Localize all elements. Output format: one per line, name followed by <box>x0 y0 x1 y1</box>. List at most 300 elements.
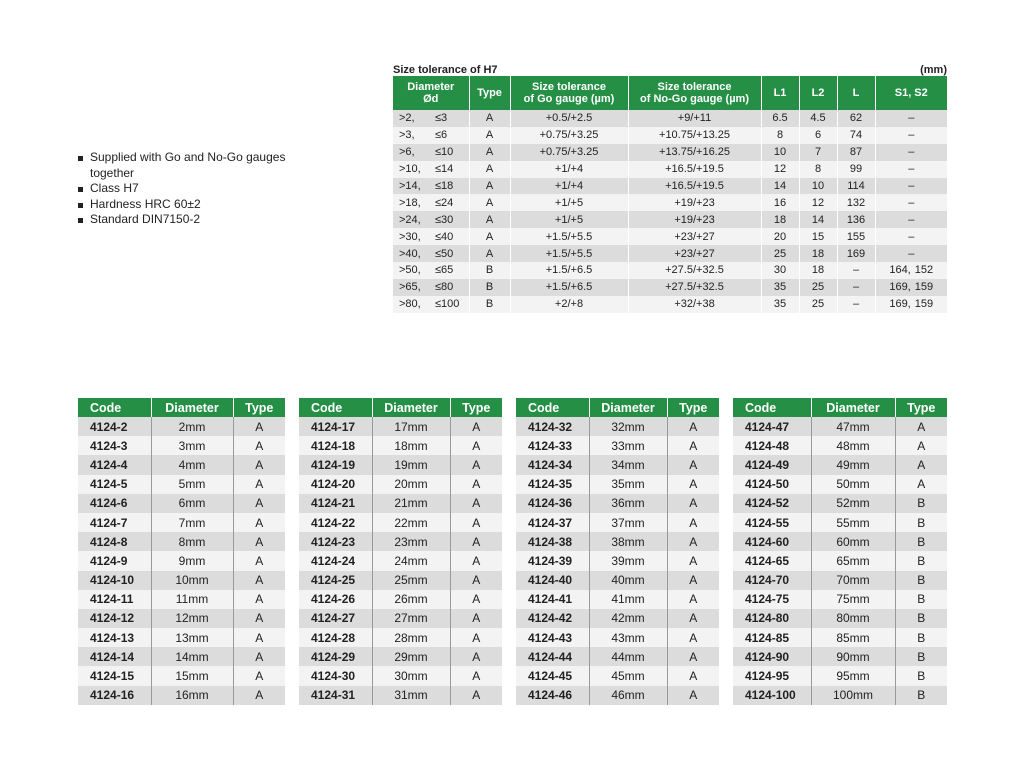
feature-item: Supplied with Go and No-Go gauges together <box>78 150 298 181</box>
diameter-cell: 5mm <box>151 475 233 494</box>
type-cell: A <box>450 647 502 666</box>
col-go-tolerance: Size tolerance of Go gauge (µm) <box>510 76 628 110</box>
code-row <box>733 571 947 590</box>
feature-item: Hardness HRC 60±2 <box>78 197 298 213</box>
diameter-cell: 28mm <box>372 628 450 647</box>
col-code: Code <box>78 398 151 417</box>
l1-cell: 16 <box>761 194 799 211</box>
go-tolerance-cell: +2/+8 <box>510 296 628 313</box>
features-list <box>78 150 298 228</box>
code-cell: 4124-100 <box>733 686 811 705</box>
diameter-cell: 6mm <box>151 494 233 513</box>
type-cell: A <box>233 436 285 455</box>
type-cell: A <box>667 590 719 609</box>
type-cell: A <box>469 228 510 245</box>
l-cell: 155 <box>837 228 875 245</box>
type-cell: B <box>895 609 947 628</box>
type-cell: A <box>469 245 510 262</box>
type-cell: B <box>895 628 947 647</box>
tolerance-row <box>393 228 947 245</box>
code-row <box>299 513 502 532</box>
s1-s2-cell: 169, 159 <box>875 296 947 313</box>
type-cell: B <box>895 551 947 570</box>
tolerance-row <box>393 110 947 127</box>
type-cell: A <box>450 494 502 513</box>
code-row <box>78 436 285 455</box>
code-cell: 4124-75 <box>733 590 811 609</box>
l2-cell: 18 <box>799 262 837 279</box>
type-cell: B <box>895 686 947 705</box>
go-tolerance-cell: +1/+4 <box>510 161 628 178</box>
type-cell: B <box>469 296 510 313</box>
type-cell: A <box>667 532 719 551</box>
col-type: Type <box>450 398 502 417</box>
code-cell: 4124-39 <box>516 551 589 570</box>
code-cell: 4124-25 <box>299 571 372 590</box>
s1-s2-cell: – <box>875 245 947 262</box>
diameter-range: >40, ≤50 <box>393 245 469 262</box>
go-tolerance-cell: +1/+5 <box>510 211 628 228</box>
code-cell: 4124-55 <box>733 513 811 532</box>
tolerance-row <box>393 296 947 313</box>
col-diameter: Diameter <box>372 398 450 417</box>
nogo-tolerance-cell: +23/+27 <box>628 228 761 245</box>
l1-cell: 30 <box>761 262 799 279</box>
col-diameter: Diameter <box>589 398 667 417</box>
l2-cell: 8 <box>799 161 837 178</box>
code-cell: 4124-22 <box>299 513 372 532</box>
l-cell: 74 <box>837 127 875 144</box>
code-cell: 4124-12 <box>78 609 151 628</box>
diameter-cell: 41mm <box>589 590 667 609</box>
type-cell: A <box>450 455 502 474</box>
code-row <box>299 494 502 513</box>
type-cell: A <box>233 513 285 532</box>
diameter-range: >50, ≤65 <box>393 262 469 279</box>
type-cell: A <box>667 551 719 570</box>
code-cell: 4124-2 <box>78 417 151 436</box>
type-cell: A <box>450 417 502 436</box>
code-row <box>78 513 285 532</box>
diameter-cell: 95mm <box>811 666 895 685</box>
nogo-tolerance-cell: +27.5/+32.5 <box>628 279 761 296</box>
diameter-cell: 37mm <box>589 513 667 532</box>
type-cell: A <box>450 513 502 532</box>
code-row <box>516 417 719 436</box>
code-cell: 4124-60 <box>733 532 811 551</box>
diameter-cell: 4mm <box>151 455 233 474</box>
l-cell: 62 <box>837 110 875 127</box>
type-cell: B <box>895 647 947 666</box>
diameter-cell: 70mm <box>811 571 895 590</box>
type-cell: A <box>895 417 947 436</box>
code-row <box>299 628 502 647</box>
diameter-cell: 60mm <box>811 532 895 551</box>
type-cell: A <box>450 666 502 685</box>
l2-cell: 6 <box>799 127 837 144</box>
code-row <box>299 647 502 666</box>
go-tolerance-cell: +0.5/+2.5 <box>510 110 628 127</box>
code-row <box>299 551 502 570</box>
tolerance-row <box>393 161 947 178</box>
type-cell: B <box>895 590 947 609</box>
diameter-cell: 18mm <box>372 436 450 455</box>
code-row <box>299 686 502 705</box>
code-row <box>516 590 719 609</box>
type-cell: B <box>895 532 947 551</box>
diameter-cell: 39mm <box>589 551 667 570</box>
l-cell: 87 <box>837 144 875 161</box>
code-row <box>78 494 285 513</box>
diameter-cell: 55mm <box>811 513 895 532</box>
diameter-cell: 65mm <box>811 551 895 570</box>
col-s1-s2: S1, S2 <box>875 76 947 110</box>
s1-s2-cell: – <box>875 228 947 245</box>
go-tolerance-cell: +1.5/+6.5 <box>510 262 628 279</box>
code-cell: 4124-13 <box>78 628 151 647</box>
type-cell: A <box>667 494 719 513</box>
code-cell: 4124-80 <box>733 609 811 628</box>
col-l2: L2 <box>799 76 837 110</box>
s1-s2-cell: – <box>875 110 947 127</box>
code-row <box>78 628 285 647</box>
nogo-tolerance-cell: +27.5/+32.5 <box>628 262 761 279</box>
type-cell: A <box>667 436 719 455</box>
go-tolerance-cell: +0.75/+3.25 <box>510 127 628 144</box>
code-cell: 4124-44 <box>516 647 589 666</box>
nogo-tolerance-cell: +19/+23 <box>628 194 761 211</box>
diameter-range: >10, ≤14 <box>393 161 469 178</box>
diameter-cell: 48mm <box>811 436 895 455</box>
type-cell: A <box>667 628 719 647</box>
code-cell: 4124-43 <box>516 628 589 647</box>
col-l: L <box>837 76 875 110</box>
l-cell: 136 <box>837 211 875 228</box>
type-cell: B <box>895 513 947 532</box>
code-cell: 4124-50 <box>733 475 811 494</box>
code-cell: 4124-34 <box>516 455 589 474</box>
s1-s2-cell: 164, 152 <box>875 262 947 279</box>
diameter-cell: 9mm <box>151 551 233 570</box>
type-cell: A <box>895 475 947 494</box>
code-cell: 4124-26 <box>299 590 372 609</box>
type-cell: A <box>233 494 285 513</box>
diameter-cell: 35mm <box>589 475 667 494</box>
code-table-2 <box>299 398 502 705</box>
nogo-tolerance-cell: +19/+23 <box>628 211 761 228</box>
code-row <box>516 455 719 474</box>
code-cell: 4124-65 <box>733 551 811 570</box>
diameter-cell: 47mm <box>811 417 895 436</box>
code-row <box>516 513 719 532</box>
code-cell: 4124-3 <box>78 436 151 455</box>
type-cell: A <box>450 686 502 705</box>
code-row <box>516 436 719 455</box>
code-row <box>78 686 285 705</box>
l2-cell: 10 <box>799 178 837 195</box>
tolerance-header-row <box>393 60 947 76</box>
code-cell: 4124-35 <box>516 475 589 494</box>
diameter-range: >24, ≤30 <box>393 211 469 228</box>
nogo-tolerance-cell: +32/+38 <box>628 296 761 313</box>
col-code: Code <box>516 398 589 417</box>
diameter-cell: 50mm <box>811 475 895 494</box>
s1-s2-cell: – <box>875 194 947 211</box>
code-row <box>516 686 719 705</box>
diameter-cell: 29mm <box>372 647 450 666</box>
code-cell: 4124-85 <box>733 628 811 647</box>
type-cell: A <box>233 590 285 609</box>
tolerance-row <box>393 178 947 195</box>
tolerance-unit: (mm) <box>920 64 947 76</box>
code-cell: 4124-31 <box>299 686 372 705</box>
code-cell: 4124-10 <box>78 571 151 590</box>
type-cell: A <box>895 436 947 455</box>
type-cell: A <box>450 532 502 551</box>
diameter-cell: 15mm <box>151 666 233 685</box>
diameter-cell: 90mm <box>811 647 895 666</box>
l1-cell: 35 <box>761 279 799 296</box>
diameter-cell: 30mm <box>372 666 450 685</box>
l-cell: 114 <box>837 178 875 195</box>
diameter-cell: 32mm <box>589 417 667 436</box>
code-row <box>733 609 947 628</box>
diameter-range: >6, ≤10 <box>393 144 469 161</box>
type-cell: A <box>233 475 285 494</box>
type-cell: A <box>667 475 719 494</box>
code-cell: 4124-16 <box>78 686 151 705</box>
code-cell: 4124-18 <box>299 436 372 455</box>
s1-s2-cell: – <box>875 144 947 161</box>
col-diameter: Diameter <box>811 398 895 417</box>
col-code: Code <box>733 398 811 417</box>
code-row <box>299 455 502 474</box>
code-cell: 4124-14 <box>78 647 151 666</box>
code-cell: 4124-40 <box>516 571 589 590</box>
code-cell: 4124-48 <box>733 436 811 455</box>
code-cell: 4124-33 <box>516 436 589 455</box>
code-row <box>516 647 719 666</box>
nogo-tolerance-cell: +16.5/+19.5 <box>628 161 761 178</box>
s1-s2-cell: – <box>875 127 947 144</box>
feature-item: Standard DIN7150-2 <box>78 212 298 228</box>
diameter-cell: 45mm <box>589 666 667 685</box>
l1-cell: 10 <box>761 144 799 161</box>
diameter-cell: 21mm <box>372 494 450 513</box>
code-table-1 <box>78 398 285 705</box>
diameter-cell: 42mm <box>589 609 667 628</box>
code-cell: 4124-11 <box>78 590 151 609</box>
col-l1: L1 <box>761 76 799 110</box>
s1-s2-cell: – <box>875 161 947 178</box>
col-type: Type <box>895 398 947 417</box>
l2-cell: 25 <box>799 296 837 313</box>
diameter-cell: 23mm <box>372 532 450 551</box>
code-row <box>299 666 502 685</box>
code-cell: 4124-90 <box>733 647 811 666</box>
diameter-cell: 20mm <box>372 475 450 494</box>
type-cell: A <box>667 455 719 474</box>
go-tolerance-cell: +0.75/+3.25 <box>510 144 628 161</box>
code-row <box>733 417 947 436</box>
type-cell: B <box>469 262 510 279</box>
code-row <box>78 455 285 474</box>
code-table-4 <box>733 398 947 705</box>
code-cell: 4124-47 <box>733 417 811 436</box>
diameter-range: >18, ≤24 <box>393 194 469 211</box>
code-row <box>78 532 285 551</box>
code-row <box>733 513 947 532</box>
code-table-3 <box>516 398 719 705</box>
s1-s2-cell: – <box>875 211 947 228</box>
tolerance-row <box>393 211 947 228</box>
type-cell: A <box>469 110 510 127</box>
go-tolerance-cell: +1.5/+5.5 <box>510 228 628 245</box>
type-cell: A <box>233 686 285 705</box>
l1-cell: 14 <box>761 178 799 195</box>
code-cell: 4124-6 <box>78 494 151 513</box>
type-cell: A <box>469 144 510 161</box>
code-row <box>733 494 947 513</box>
diameter-cell: 44mm <box>589 647 667 666</box>
type-cell: A <box>233 417 285 436</box>
code-row <box>733 551 947 570</box>
go-tolerance-cell: +1/+5 <box>510 194 628 211</box>
code-cell: 4124-95 <box>733 666 811 685</box>
code-cell: 4124-9 <box>78 551 151 570</box>
code-table-header <box>516 398 719 417</box>
diameter-cell: 10mm <box>151 571 233 590</box>
type-cell: A <box>450 551 502 570</box>
type-cell: B <box>895 494 947 513</box>
code-cell: 4124-29 <box>299 647 372 666</box>
diameter-range: >3, ≤6 <box>393 127 469 144</box>
diameter-cell: 14mm <box>151 647 233 666</box>
code-row <box>299 436 502 455</box>
type-cell: A <box>233 666 285 685</box>
diameter-cell: 38mm <box>589 532 667 551</box>
type-cell: A <box>233 551 285 570</box>
tolerance-row <box>393 245 947 262</box>
code-table-header <box>78 398 285 417</box>
code-row <box>733 647 947 666</box>
code-row <box>733 686 947 705</box>
l-cell: – <box>837 279 875 296</box>
code-row <box>299 532 502 551</box>
code-cell: 4124-32 <box>516 417 589 436</box>
code-table-header <box>299 398 502 417</box>
code-cell: 4124-38 <box>516 532 589 551</box>
type-cell: B <box>469 279 510 296</box>
type-cell: A <box>450 571 502 590</box>
l-cell: – <box>837 262 875 279</box>
diameter-cell: 100mm <box>811 686 895 705</box>
diameter-cell: 85mm <box>811 628 895 647</box>
code-row <box>78 551 285 570</box>
type-cell: A <box>667 666 719 685</box>
l2-cell: 15 <box>799 228 837 245</box>
diameter-range: >80, ≤100 <box>393 296 469 313</box>
nogo-tolerance-cell: +13.75/+16.25 <box>628 144 761 161</box>
code-row <box>516 628 719 647</box>
code-row <box>78 590 285 609</box>
type-cell: A <box>469 161 510 178</box>
l1-cell: 6.5 <box>761 110 799 127</box>
go-tolerance-cell: +1/+4 <box>510 178 628 195</box>
code-cell: 4124-17 <box>299 417 372 436</box>
code-row <box>733 628 947 647</box>
type-cell: B <box>895 571 947 590</box>
code-row <box>78 666 285 685</box>
diameter-cell: 33mm <box>589 436 667 455</box>
code-row <box>78 609 285 628</box>
code-row <box>516 609 719 628</box>
type-cell: A <box>450 590 502 609</box>
code-row <box>516 571 719 590</box>
l1-cell: 18 <box>761 211 799 228</box>
type-cell: A <box>667 571 719 590</box>
code-table-header <box>733 398 947 417</box>
code-row <box>78 475 285 494</box>
diameter-range: >65, ≤80 <box>393 279 469 296</box>
tolerance-section <box>393 60 947 313</box>
code-cell: 4124-19 <box>299 455 372 474</box>
go-tolerance-cell: +1.5/+5.5 <box>510 245 628 262</box>
l2-cell: 12 <box>799 194 837 211</box>
code-cell: 4124-46 <box>516 686 589 705</box>
code-row <box>516 532 719 551</box>
col-code: Code <box>299 398 372 417</box>
type-cell: A <box>233 647 285 666</box>
diameter-cell: 17mm <box>372 417 450 436</box>
code-row <box>78 647 285 666</box>
code-cell: 4124-49 <box>733 455 811 474</box>
go-tolerance-cell: +1.5/+6.5 <box>510 279 628 296</box>
tolerance-row <box>393 262 947 279</box>
code-cell: 4124-23 <box>299 532 372 551</box>
diameter-cell: 11mm <box>151 590 233 609</box>
diameter-cell: 22mm <box>372 513 450 532</box>
diameter-cell: 46mm <box>589 686 667 705</box>
code-cell: 4124-21 <box>299 494 372 513</box>
diameter-cell: 26mm <box>372 590 450 609</box>
type-cell: A <box>895 455 947 474</box>
diameter-range: >30, ≤40 <box>393 228 469 245</box>
tolerance-row <box>393 194 947 211</box>
code-cell: 4124-28 <box>299 628 372 647</box>
type-cell: A <box>667 417 719 436</box>
l1-cell: 35 <box>761 296 799 313</box>
type-cell: B <box>895 666 947 685</box>
code-cell: 4124-70 <box>733 571 811 590</box>
code-cell: 4124-36 <box>516 494 589 513</box>
l1-cell: 25 <box>761 245 799 262</box>
type-cell: A <box>233 532 285 551</box>
code-row <box>733 436 947 455</box>
diameter-cell: 49mm <box>811 455 895 474</box>
diameter-cell: 3mm <box>151 436 233 455</box>
l2-cell: 4.5 <box>799 110 837 127</box>
tolerance-row <box>393 127 947 144</box>
diameter-cell: 36mm <box>589 494 667 513</box>
type-cell: A <box>450 609 502 628</box>
nogo-tolerance-cell: +16.5/+19.5 <box>628 178 761 195</box>
diameter-range: >2, ≤3 <box>393 110 469 127</box>
code-row <box>78 417 285 436</box>
code-row <box>516 666 719 685</box>
diameter-cell: 80mm <box>811 609 895 628</box>
l2-cell: 18 <box>799 245 837 262</box>
